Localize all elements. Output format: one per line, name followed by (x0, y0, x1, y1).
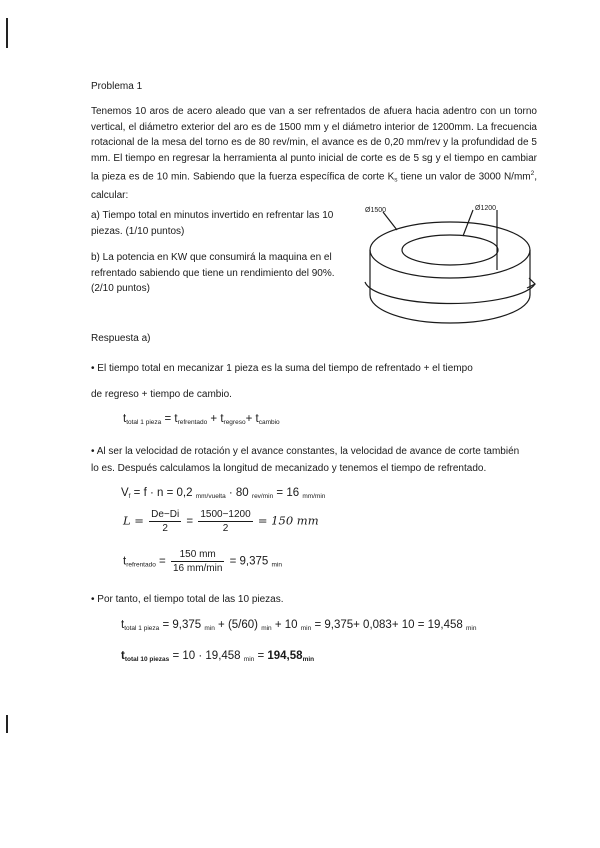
eq2-v: V (121, 487, 129, 499)
eq5-b-unit: min (261, 625, 272, 632)
ring-side-front (370, 250, 530, 323)
eq6-a-unit: min (243, 656, 255, 663)
eq1-sub-cambio: cambio (258, 419, 280, 426)
equation-total-one-piece (123, 413, 280, 426)
eq1-sub-refrentado: refrentado (177, 419, 208, 426)
outer-leader-line (383, 212, 397, 230)
eq3-num2: 1500−1200 (200, 509, 251, 520)
eq1-equals: = (161, 413, 175, 425)
equation-total-time-ten (121, 650, 314, 663)
eq2-expr2: · 80 (225, 487, 252, 499)
statement-text: Tenemos 10 aros de acero aleado que van a ser refrentados de afuera hacia adentro con un torno vertical, el diámetro exterior del aro es de 1500 mm y el diámetro interior de 1200mm. La frecuencia rotacional de la mesa del torno es de 80 rev/min, el avance es de 0,20 mm/rev y la profundidad de 5 mm. El tiempo en regresar la herramienta al punto inicial de corte es de 5 sg y el tiempo en cambiar la pieza es de 10 min. Sabiendo que la fuerza específica de corte K (91, 106, 537, 183)
outer-diameter-label: Ø1500 (365, 207, 387, 214)
eq5-c-unit: min (300, 625, 312, 632)
eq2-unit-mm-min: mm/min (302, 493, 326, 500)
eq6-result: 194,58 (267, 650, 303, 662)
rotation-arrowhead (527, 278, 535, 288)
eq3-result: = 150 mm (257, 513, 319, 528)
eq1-t2: t (174, 413, 178, 425)
eq4-equals: = (155, 555, 166, 568)
ring-top-outer (370, 222, 530, 278)
eq2-sub-f: f (128, 493, 131, 500)
eq1-sub-regreso: regreso (223, 419, 246, 426)
eq6-sub-total: total 10 piezas (124, 656, 170, 663)
eq5-b: + (5/60) (214, 619, 262, 631)
eq5-c: + 10 (271, 619, 301, 631)
left-margin-line (6, 18, 8, 48)
problem-title: Problema 1 (91, 81, 143, 92)
eq6-b: = (254, 650, 268, 662)
bullet-2-line-2: lo es. Después calculamos la longitud de mecanizado y tenemos el tiempo de refrentado. (91, 463, 487, 474)
eq3-fraction-1 (149, 508, 181, 535)
eq4-unit: min (271, 561, 282, 569)
eq3-equals: = (186, 515, 194, 528)
eq6-t: t (121, 650, 125, 662)
eq6-result-unit: min (302, 656, 315, 663)
eq1-plus1: + (207, 413, 221, 425)
statement-end: , calcular: (91, 171, 538, 201)
eq1-sub-total: total 1 pieza (126, 419, 162, 426)
rotation-arrow (365, 282, 535, 303)
problem-statement (91, 104, 537, 203)
bullet-1-line-1: • El tiempo total en mecanizar 1 pieza es la suma del tiempo de refrentado + el tiempo (91, 363, 473, 374)
statement-tail: tiene un valor de 3000 N/mm (397, 171, 531, 183)
ring-diagram (355, 200, 545, 330)
eq3-num1: De−Di (151, 509, 180, 520)
eq3-den2: 2 (222, 523, 229, 534)
eq5-t: t (121, 619, 125, 631)
bullet-2-line-1: • Al ser la velocidad de rotación y el avance constantes, la velocidad de avance de corte también (91, 446, 520, 457)
eq2-result: = 16 (273, 487, 303, 499)
eq1-t3: t (220, 413, 224, 425)
question-a: a) Tiempo total en minutos invertido en refrentar las 10 piezas. (1/10 puntos) (91, 210, 334, 237)
eq3-den1: 2 (162, 523, 168, 534)
eq2-expr: = f · n = 0,2 (130, 487, 196, 499)
eq2-unit-mm-vuelta: mm/vuelta (195, 493, 226, 500)
eq6-a: = 10 · 19,458 (169, 650, 244, 662)
eq4-t: t (123, 555, 127, 568)
eq5-a: = 9,375 (159, 619, 205, 631)
bullet-3: • Por tanto, el tiempo total de las 10 piezas. (91, 594, 284, 605)
eq5-sub-total: total 1 pieza (124, 625, 160, 632)
eq4-sub-refrentado: refrentado (126, 561, 156, 569)
eq5-d: = 9,375+ 0,083+ 10 = 19,458 (311, 619, 467, 631)
eq5-d-unit: min (466, 625, 477, 632)
eq4-den: 16 mm/min (172, 563, 223, 574)
answer-heading: Respuesta a) (91, 333, 151, 344)
eq1-plus2: + (245, 413, 256, 425)
eq3-fraction-2 (198, 508, 252, 535)
statement-superscript: 2 (530, 170, 535, 177)
eq5-a-unit: min (204, 625, 215, 632)
equation-facing-time (123, 548, 282, 575)
equation-length (123, 508, 319, 535)
left-margin-mark (6, 715, 8, 733)
statement-subscript: s (394, 176, 398, 184)
equation-feed-velocity (121, 487, 325, 500)
eq3-lhs: L = (123, 513, 144, 528)
inner-diameter-label: Ø1200 (475, 205, 497, 212)
ring-top-inner (402, 235, 498, 265)
eq2-unit-rev-min: rev/min (251, 493, 274, 500)
equation-total-time-one (121, 619, 477, 632)
eq1-t4: t (255, 413, 259, 425)
question-b: b) La potencia en KW que consumirá la maquina en el refrentado sabiendo que tiene un rendimiento del 90%. (2/10 puntos) (91, 252, 335, 294)
bullet-1-line-2: de regreso + tiempo de cambio. (91, 389, 232, 400)
eq4-fraction (171, 548, 224, 575)
eq4-num: 150 mm (171, 548, 224, 562)
eq1-t: t (123, 413, 127, 425)
eq4-result: = 9,375 (229, 555, 272, 568)
